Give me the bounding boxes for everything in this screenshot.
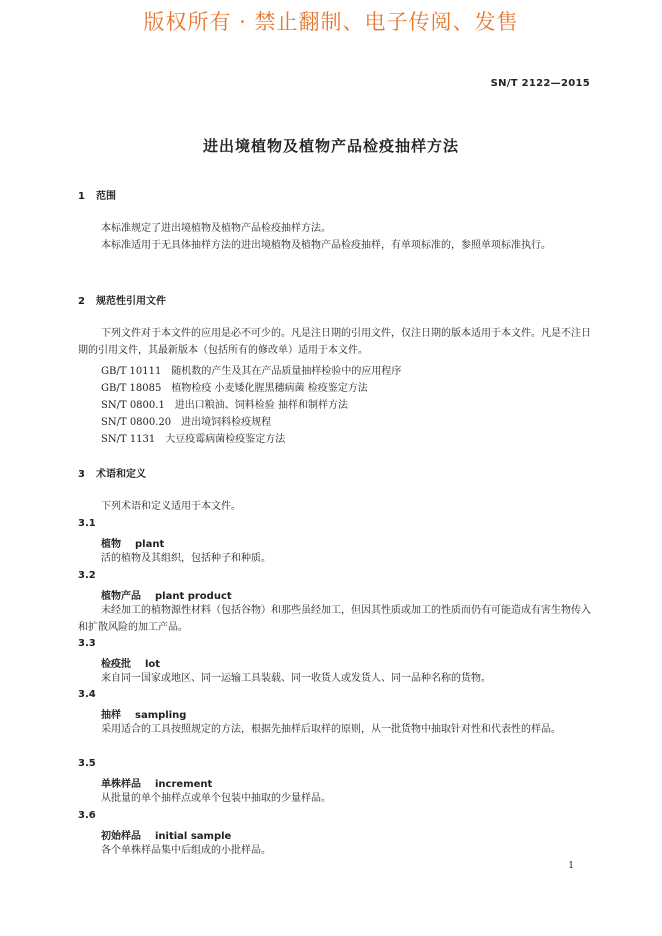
term-definition: 来自同一国家或地区、同一运输工具装载、同一收货人或发货人、同一品种名称的货物。 xyxy=(101,673,491,684)
term-zh: 检疫批 xyxy=(101,659,131,670)
reference-title: 随机数的产生及其在产品质量抽样检验中的应用程序 xyxy=(171,366,402,377)
term-name xyxy=(101,587,232,602)
section-number: 1 xyxy=(78,191,85,202)
copyright-watermark: 版权所有 · 禁止翻制、电子传阅、发售 xyxy=(143,10,519,34)
reference-item xyxy=(101,396,348,411)
term-number: 3.6 xyxy=(78,810,96,821)
paragraph: 本标准适用于无具体抽样方法的进出境植物及植物产品检疫抽样，有单项标准的，参照单项标准执行。 xyxy=(101,240,551,251)
term-en: sampling xyxy=(135,710,187,721)
term-definition: 从批量的单个抽样点或单个包装中抽取的少量样品。 xyxy=(101,793,331,804)
term-en: lot xyxy=(145,659,161,670)
reference-item xyxy=(101,413,271,428)
section-heading-references xyxy=(78,292,166,307)
reference-title: 进出境饲料检疫规程 xyxy=(181,417,272,428)
reference-code: GB/T 10111 xyxy=(101,366,162,377)
reference-title: 大豆疫霉病菌检疫鉴定方法 xyxy=(165,434,286,445)
term-zh: 单株样品 xyxy=(101,779,141,790)
reference-item xyxy=(101,379,368,394)
term-en: initial sample xyxy=(155,831,232,842)
term-name xyxy=(101,706,186,721)
reference-code: SN/T 0800.20 xyxy=(101,417,172,428)
page-number: 1 xyxy=(568,861,574,871)
section-heading-scope xyxy=(78,187,116,202)
term-name xyxy=(101,535,164,550)
section-number: 2 xyxy=(78,296,85,307)
section-number: 3 xyxy=(78,469,85,480)
document-title: 进出境植物及植物产品检疫抽样方法 xyxy=(202,137,459,155)
term-number: 3.1 xyxy=(78,518,96,529)
term-zh: 初始样品 xyxy=(101,831,141,842)
paragraph: 本标准规定了进出境植物及植物产品检疫抽样方法。 xyxy=(101,223,331,234)
reference-item xyxy=(101,430,285,445)
term-definition: 活的植物及其组织，包括种子和种质。 xyxy=(101,553,271,564)
term-definition: 采用适合的工具按照规定的方法，根据先抽样后取样的原则，从一批货物中抽取针对性和代表性的样品。 xyxy=(101,724,561,735)
term-number: 3.4 xyxy=(78,689,96,700)
term-name xyxy=(101,775,212,790)
reference-item xyxy=(101,362,401,377)
term-name xyxy=(101,655,160,670)
term-name xyxy=(101,827,231,842)
term-number: 3.2 xyxy=(78,570,96,581)
section-title: 术语和定义 xyxy=(96,469,146,480)
reference-code: GB/T 18085 xyxy=(101,383,162,394)
term-en: plant product xyxy=(155,591,232,602)
reference-code: SN/T 1131 xyxy=(101,434,156,445)
term-number: 3.5 xyxy=(78,758,96,769)
paragraph: 下列文件对于本文件的应用是必不可少的。凡是注日期的引用文件，仅注日期的版本适用于本文件。凡是不注日期的引用文件，其最新版本（包括所有的修改单）适用于本文件。 xyxy=(78,328,591,356)
section-title: 范围 xyxy=(96,191,116,202)
paragraph: 下列术语和定义适用于本文件。 xyxy=(101,501,241,512)
term-zh: 抽样 xyxy=(101,710,121,721)
term-definition: 未经加工的植物源性材料（包括谷物）和那些虽经加工，但因其性质或加工的性质而仍有可能造成有害生物传入和扩散风险的加工产品。 xyxy=(78,605,591,633)
standard-number: SN/T 2122—2015 xyxy=(490,78,590,89)
term-zh: 植物 xyxy=(101,539,121,550)
section-title: 规范性引用文件 xyxy=(96,296,166,307)
reference-title: 植物检疫 小麦矮化腥黑穗病菌 检疫鉴定方法 xyxy=(171,383,368,394)
reference-code: SN/T 0800.1 xyxy=(101,400,165,411)
term-en: increment xyxy=(155,779,213,790)
term-zh: 植物产品 xyxy=(101,591,141,602)
term-definition: 各个单株样品集中后组成的小批样品。 xyxy=(101,845,271,856)
term-en: plant xyxy=(135,539,165,550)
section-heading-terms xyxy=(78,465,146,480)
term-number: 3.3 xyxy=(78,638,96,649)
reference-title: 进出口粮油、饲料检验 抽样和制样方法 xyxy=(174,400,348,411)
